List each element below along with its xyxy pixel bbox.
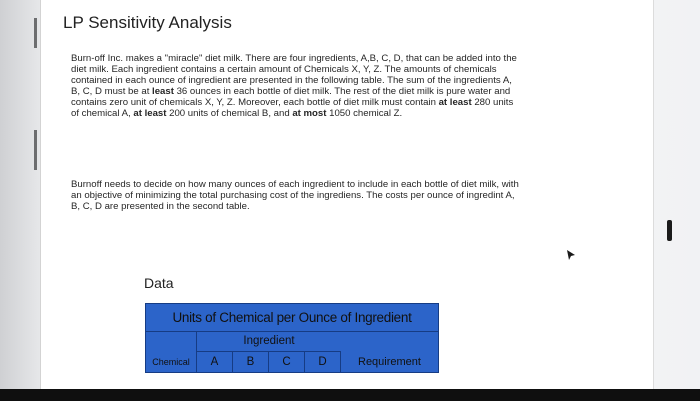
- chemical-units-table: [145, 303, 439, 373]
- header-cell-c: C: [269, 352, 305, 372]
- objective-paragraph: Burnoff needs to decide on how many ounces of each ingredient to include in each bottle of diet milk, with an objective of minimizing the total purchasing cost of the ingrediens. The costs per ounce of ingredint A, B, C, D are presented in the second table.: [71, 179, 519, 213]
- paragraph-text: 200 units of chemical B, and: [166, 108, 293, 120]
- left-margin-tick: [34, 130, 37, 170]
- problem-description-paragraph: [71, 53, 523, 120]
- paragraph-text: 280 units of chemical A,: [71, 97, 514, 120]
- paragraph-text: 36 ounces in each bottle of diet milk. The rest of the diet milk is pure water and contains zero unit of chemicals X, Y, Z. Moreover, each bottle of diet milk must contain: [71, 86, 511, 109]
- header-cell-a: A: [197, 352, 233, 372]
- paragraph-emphasis: at least: [133, 108, 167, 120]
- paragraph-emphasis: least: [152, 86, 174, 98]
- data-section-label: Data: [144, 275, 174, 291]
- table-subheader-ingredient: Ingredient: [196, 332, 341, 352]
- paragraph-emphasis: at least: [438, 97, 472, 109]
- header-cell-chemical: Chemical: [146, 352, 197, 372]
- header-cell-d: D: [305, 352, 341, 372]
- left-margin-tick: [34, 18, 37, 48]
- header-cell-requirement: Requirement: [358, 356, 421, 368]
- bottom-bezel: [0, 389, 700, 401]
- left-margin-bar: [0, 0, 40, 401]
- table-header-row: [146, 352, 438, 372]
- mouse-pointer-icon: [566, 249, 576, 261]
- scroll-indicator[interactable]: [667, 220, 672, 241]
- paragraph-text: 1050 chemical Z.: [326, 108, 403, 120]
- paragraph-emphasis: at most: [292, 108, 327, 120]
- header-cell-b: B: [233, 352, 269, 372]
- document-page: [40, 0, 654, 389]
- paragraph-text: Burn-off Inc. makes a "miracle" diet milk. There are four ingredients, A,B, C, D, that can be added into the diet milk. Each ingredient contains a certain amount of Chemicals X, Y, Z. The amounts of chemicals contained in each ounce of ingredient are presented in the following table. The sum of the ingredients A, B, C, D must be at: [71, 53, 517, 98]
- table-title: Units of Chemical per Ounce of Ingredient: [146, 304, 438, 332]
- page-title: LP Sensitivity Analysis: [63, 13, 232, 32]
